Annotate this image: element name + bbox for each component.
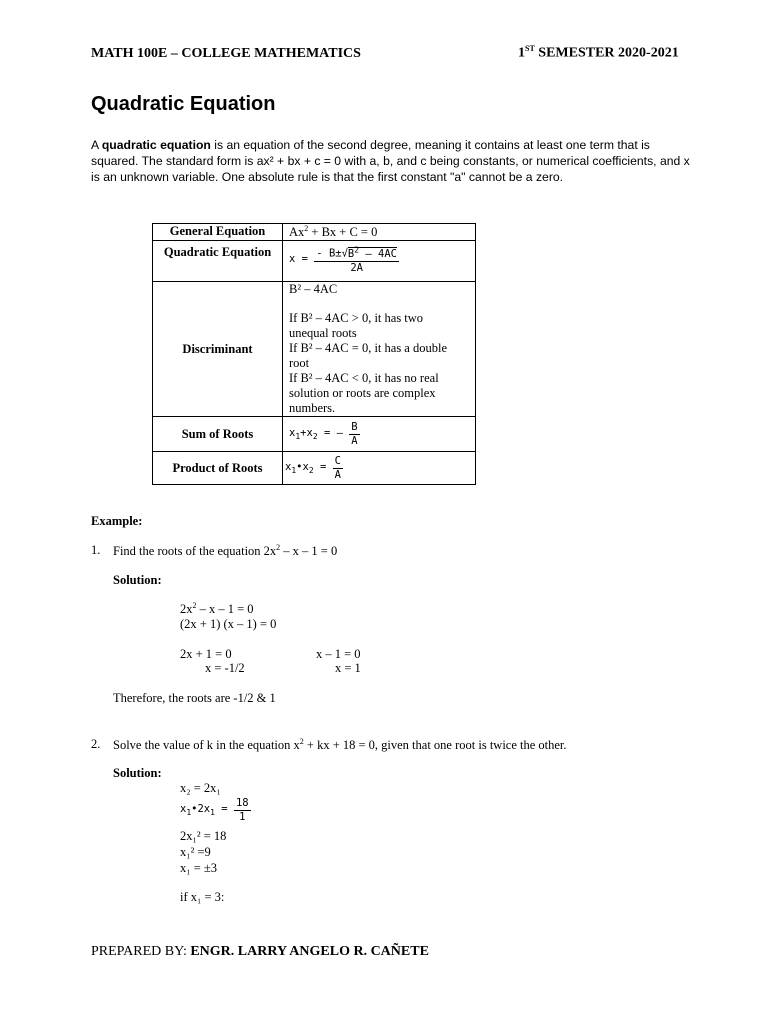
- page-title: Quadratic Equation: [91, 93, 276, 115]
- general-equation-label: General Equation: [153, 224, 283, 241]
- formula-table: [152, 223, 476, 485]
- product-of-roots-formula: $x_1•x_2$ = $\frac{C}{A}$: [283, 452, 476, 485]
- intro-paragraph: [91, 137, 691, 185]
- solution-1-label: Solution:: [113, 573, 162, 587]
- problem-1-text: Find the roots of the equation $2x^2 - x - 1 = 0$: [113, 543, 338, 559]
- quadratic-formula: x = $\frac{- B\pm√B^2 - 4AC}{2A}$: [283, 241, 476, 282]
- table-row-discriminant: [153, 282, 476, 417]
- intro-term: quadratic equation: [101, 138, 211, 152]
- footer-label: PREPARED BY:: [91, 944, 191, 959]
- solution-1-conclusion: Therefore, the roots are -1/2 & 1: [113, 691, 276, 705]
- problem-2-number: 2.: [91, 737, 101, 751]
- course-header: MATH 100E – COLLEGE MATHEMATICS: [91, 46, 361, 61]
- sum-of-roots-label: Sum of Roots: [153, 417, 283, 452]
- semester-text: SEMESTER 2020-2021: [534, 45, 679, 61]
- semester-suffix: ST: [525, 44, 535, 53]
- solution-2-line-6: if x₁ = 3:: [180, 890, 225, 904]
- footer: [91, 944, 429, 960]
- problem-2-text: Solve the value of k in the equation $x^2$ + kx + 18 = 0, given that one root is twice the other.: [113, 737, 567, 753]
- semester-number: 1: [518, 45, 525, 61]
- footer-name: ENGR. LARRY ANGELO R. CAÑETE: [190, 944, 429, 959]
- quadratic-equation-label: Quadratic Equation: [153, 241, 283, 282]
- solution-1-right-2: x = 1: [335, 661, 361, 675]
- solution-2-line-3: 2x₁² = 18: [180, 829, 227, 843]
- discriminant-label: Discriminant: [153, 282, 283, 417]
- solution-2-line-5: x₁ = ±3: [180, 861, 218, 875]
- problem-1-number: 1.: [91, 543, 101, 557]
- product-of-roots-label: Product of Roots: [153, 452, 283, 485]
- discriminant-zero: If B² – 4AC = 0, it has a double root: [289, 341, 448, 371]
- discriminant-value: [283, 282, 476, 417]
- solution-2-label: Solution:: [113, 766, 162, 780]
- solution-1-left-1: 2x + 1 = 0: [180, 647, 232, 661]
- solution-2-line-2: $x_1•2x_1$ = $\frac{18}{1}$: [180, 797, 249, 823]
- solution-2-line-4: x₁² =9: [180, 845, 211, 859]
- solution-1-left-2: x = -1/2: [205, 661, 245, 675]
- solution-1-right-1: x – 1 = 0: [316, 647, 361, 661]
- semester-header: [518, 44, 679, 62]
- table-row-quadratic: [153, 241, 476, 282]
- sum-of-roots-formula: $x_1+x_2$ = – $\frac{B}{A}$: [283, 417, 476, 452]
- general-equation-value: $Ax^2 + Bx + C = 0$: [283, 224, 476, 241]
- solution-1-line-2: (2x + 1) (x – 1) = 0: [180, 617, 277, 631]
- table-row-general: [153, 224, 476, 241]
- discriminant-expression: B² – 4AC: [289, 282, 338, 297]
- solution-2-line-1: x₂ = 2x₁: [180, 781, 221, 795]
- example-heading: Example:: [91, 514, 143, 528]
- discriminant-negative: If B² – 4AC < 0, it has no real solution or roots are complex numbers.: [289, 371, 439, 416]
- intro-lead: A: [91, 138, 102, 152]
- discriminant-positive: If B² – 4AC > 0, it has two unequal roots: [289, 311, 424, 341]
- table-row-product: [153, 452, 476, 485]
- intro-rest: is an equation of the second degree, meaning it contains at least one term that is squared. The standard form is ax² + bx + c = 0 with a, b, and c being constants, or numerical coefficients, and x is an unknown variable. One absolute rule is that the first constant "a" cannot be a zero.: [91, 138, 690, 184]
- solution-1-line-1: $2x^2 - x - 1 = 0$: [180, 601, 254, 617]
- table-row-sum: [153, 417, 476, 452]
